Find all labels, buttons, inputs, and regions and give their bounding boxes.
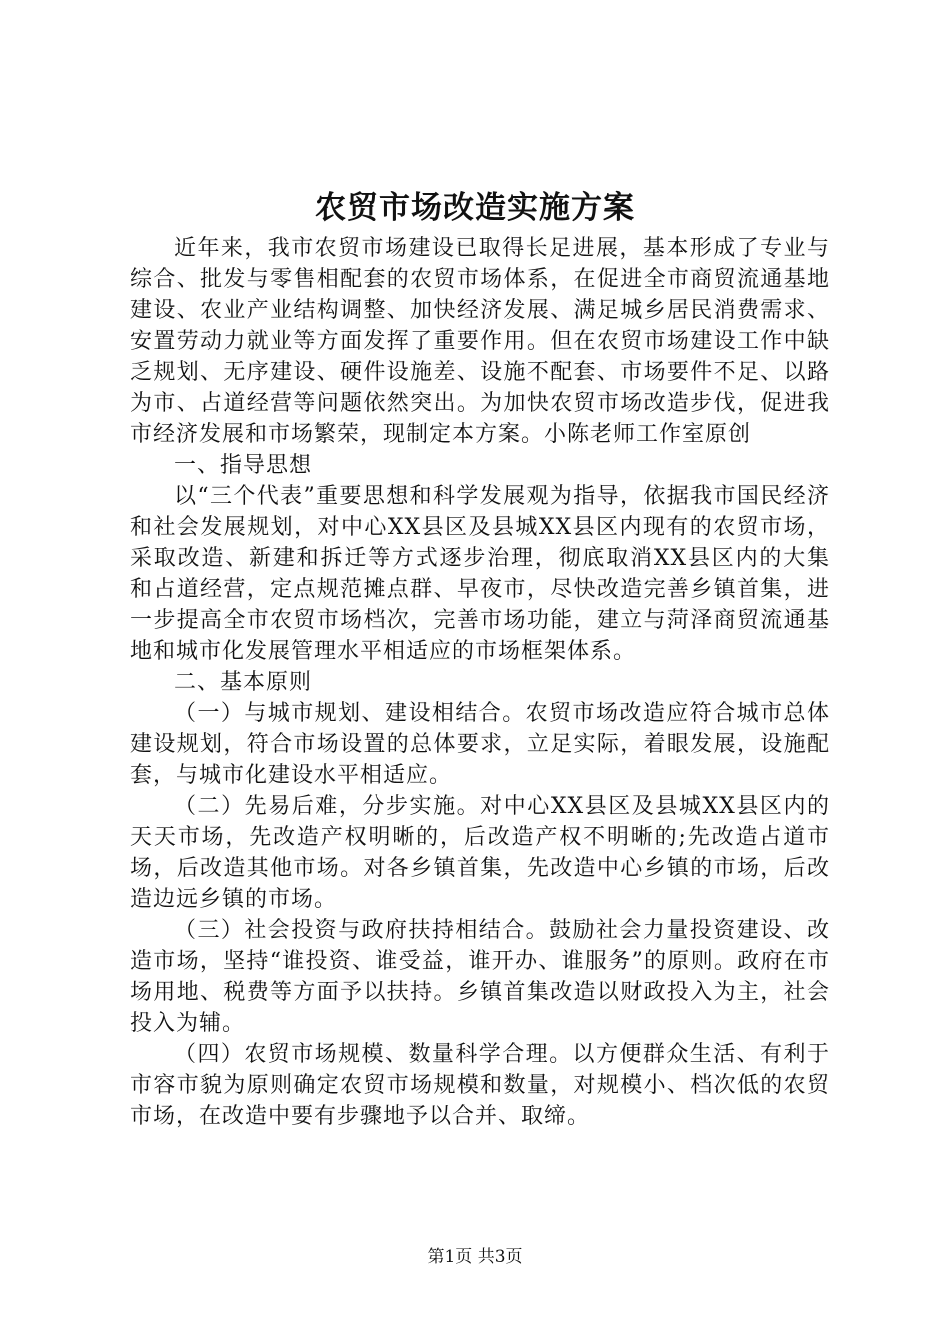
intro-paragraph: 近年来，我市农贸市场建设已取得长足进展，基本形成了专业与综合、批发与零售相配套的农贸市场体系，在促进全市商贸流通基地建设、农业产业结构调整、加快经济发展、满足城乡居民消费需求、安置劳动力就业等方面发挥了重要作用。但在农贸市场建设工作中缺乏规划、无序建设、硬件设施差、设施不配套、市场要件不足、以路为市、占道经营等问题依然突出。为加快农贸市场改造步伐，促进我市经济发展和市场繁荣，现制定本方案。小陈老师工作室原创 xyxy=(130,236,830,447)
document-body xyxy=(130,233,830,1132)
document-title: 农贸市场改造实施方案 xyxy=(315,190,635,226)
principle-4-paragraph: （四）农贸市场规模、数量科学合理。以方便群众生活、有利于市容市貌为原则确定农贸市场规模和数量，对规模小、档次低的农贸市场，在改造中要有步骤地予以合并、取缔。 xyxy=(130,1042,830,1129)
principle-3-paragraph: （三）社会投资与政府扶持相结合。鼓励社会力量投资建设、改造市场，坚持“谁投资、谁受益，谁开办、谁服务”的原则。政府在市场用地、税费等方面予以扶持。乡镇首集改造以财政投入为主，社会投入为辅。 xyxy=(130,918,830,1036)
page-number-footer: 第1页 共3页 xyxy=(427,1247,523,1267)
principle-1-paragraph: （一）与城市规划、建设相结合。农贸市场改造应符合城市总体建设规划，符合市场设置的总体要求，立足实际，着眼发展，设施配套，与城市化建设水平相适应。 xyxy=(130,701,830,788)
section-heading-basic-principles: 二、基本原则 xyxy=(174,670,313,695)
section-heading-guiding-ideology: 一、指导思想 xyxy=(174,453,313,478)
guiding-ideology-paragraph: 以“三个代表”重要思想和科学发展观为指导，依据我市国民经济和社会发展规划，对中心XX县区及县城XX县区内现有的农贸市场，采取改造、新建和拆迁等方式逐步治理，彻底取消XX县区内的大集和占道经营，定点规范摊点群、早夜市，尽快改造完善乡镇首集，进一步提高全市农贸市场档次，完善市场功能，建立与菏泽商贸流通基地和城市化发展管理水平相适应的市场框架体系。 xyxy=(130,484,830,664)
principle-2-paragraph: （二）先易后难，分步实施。对中心XX县区及县城XX县区内的天天市场，先改造产权明晰的，后改造产权不明晰的;先改造占道市场，后改造其他市场。对各乡镇首集，先改造中心乡镇的市场，后改造边远乡镇的市场。 xyxy=(130,794,830,912)
